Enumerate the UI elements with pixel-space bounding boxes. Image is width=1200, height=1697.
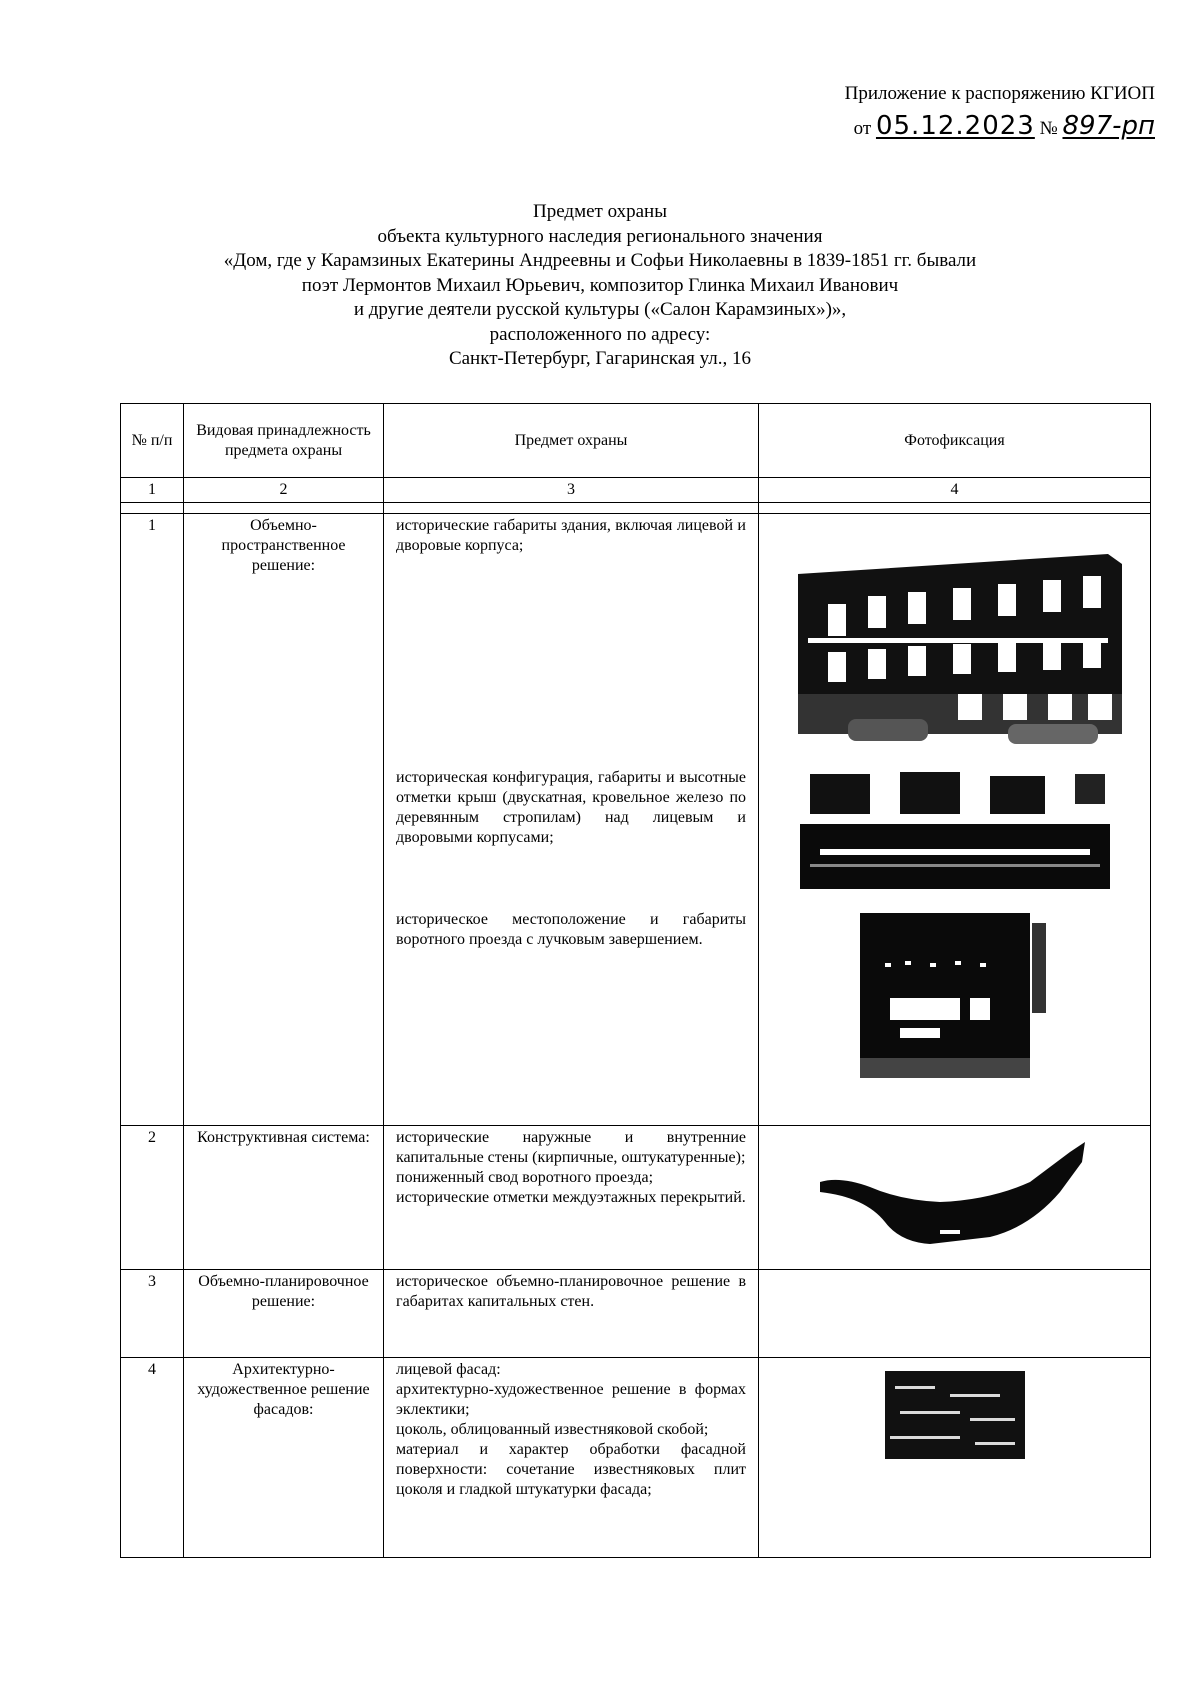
row-number: 2 bbox=[121, 1126, 184, 1270]
row-number: 4 bbox=[121, 1358, 184, 1558]
header-num: № п/п bbox=[121, 404, 184, 478]
order-number: 897-рп bbox=[1062, 111, 1155, 141]
title-line-5: и другие деятели русской культуры («Салон Карамзиных»)», bbox=[353, 299, 847, 320]
roof-photo bbox=[800, 764, 1110, 889]
order-date: 05.12.2023 bbox=[875, 111, 1035, 141]
subject-item: материал и характер обработки фасадной поверхности: сочетание известняковых плит цоколя и гладкой штукатурки фасада; bbox=[396, 1441, 746, 1498]
row-category: Архитектурно-художественное решение фасадов: bbox=[184, 1358, 384, 1558]
column-number: 3 bbox=[384, 478, 759, 503]
order-date-number bbox=[845, 111, 1155, 141]
row-category: Объемно-планировочное решение: bbox=[184, 1270, 384, 1358]
gateway-photo bbox=[860, 903, 1050, 1078]
number-prefix: № bbox=[1039, 118, 1058, 139]
row-photos bbox=[759, 1126, 1151, 1270]
column-number: 1 bbox=[121, 478, 184, 503]
attachment-label: Приложение к распоряжению КГИОП bbox=[844, 83, 1155, 104]
table-row bbox=[121, 1270, 1151, 1358]
plinth-photo bbox=[880, 1366, 1030, 1466]
table-row bbox=[121, 1126, 1151, 1270]
row-category: Объемно-пространственное решение: bbox=[184, 514, 384, 1126]
date-prefix: от bbox=[853, 118, 872, 139]
title-line-1: Предмет охраны bbox=[533, 201, 667, 222]
row-category: Конструктивная система: bbox=[184, 1126, 384, 1270]
header-photo: Фотофиксация bbox=[759, 404, 1151, 478]
header-subject: Предмет охраны bbox=[384, 404, 759, 478]
title-line-7: Санкт-Петербург, Гагаринская ул., 16 bbox=[448, 348, 752, 369]
header-category: Видовая принадлежность предмета охраны bbox=[184, 404, 384, 478]
table-row bbox=[121, 514, 1151, 1126]
row-subject bbox=[384, 1126, 759, 1270]
subject-item: историческое местоположение и габариты воротного проезда с лучковым завершением. bbox=[396, 911, 746, 948]
column-number: 2 bbox=[184, 478, 384, 503]
subject-item: лицевой фасад: bbox=[396, 1361, 501, 1378]
spacer-row bbox=[121, 503, 1151, 514]
row-photos bbox=[759, 514, 1151, 1126]
table-row bbox=[121, 1358, 1151, 1558]
facade-photo bbox=[788, 534, 1122, 756]
title-line-3: «Дом, где у Карамзиных Екатерины Андреевны и Софьи Николаевны в 1839-1851 гг. бывали bbox=[223, 250, 977, 271]
subject-item: исторические габариты здания, включая лицевой и дворовые корпуса; bbox=[396, 517, 746, 554]
subject-item: архитектурно-художественное решение в формах эклектики; bbox=[396, 1381, 746, 1418]
row-number: 1 bbox=[121, 514, 184, 1126]
column-number-row bbox=[121, 478, 1151, 503]
row-photos bbox=[759, 1270, 1151, 1358]
attachment-header bbox=[845, 82, 1155, 141]
subject-item: пониженный свод воротного проезда; bbox=[396, 1169, 654, 1186]
subject-item: исторические отметки междуэтажных перекрытий. bbox=[396, 1189, 746, 1206]
row-number: 3 bbox=[121, 1270, 184, 1358]
row-photos bbox=[759, 1358, 1151, 1558]
row-subject bbox=[384, 1358, 759, 1558]
subject-item: историческое объемно-планировочное решение в габаритах капитальных стен. bbox=[396, 1273, 746, 1310]
subject-item: исторические наружные и внутренние капитальные стены (кирпичные, оштукатуренные); bbox=[396, 1129, 746, 1166]
vault-photo bbox=[820, 1142, 1090, 1247]
title-line-4: поэт Лермонтов Михаил Юрьевич, композитор Глинка Михаил Иванович bbox=[301, 274, 899, 296]
title-line-6: расположенного по адресу: bbox=[489, 323, 711, 345]
row-subject bbox=[384, 514, 759, 1126]
table-header-row bbox=[121, 404, 1151, 478]
title-line-2: объекта культурного наследия регионального значения bbox=[377, 225, 823, 247]
column-number: 4 bbox=[759, 478, 1151, 503]
subject-item: историческая конфигурация, габариты и высотные отметки крыш (двускатная, кровельное железо по деревянным стропилам) над лицевым и дворовыми корпусами; bbox=[396, 769, 746, 846]
subject-item: цоколь, облицованный известняковой скобой; bbox=[396, 1421, 709, 1438]
row-subject bbox=[384, 1270, 759, 1358]
protection-subject-table bbox=[120, 403, 1151, 1558]
document-title bbox=[0, 200, 1200, 372]
